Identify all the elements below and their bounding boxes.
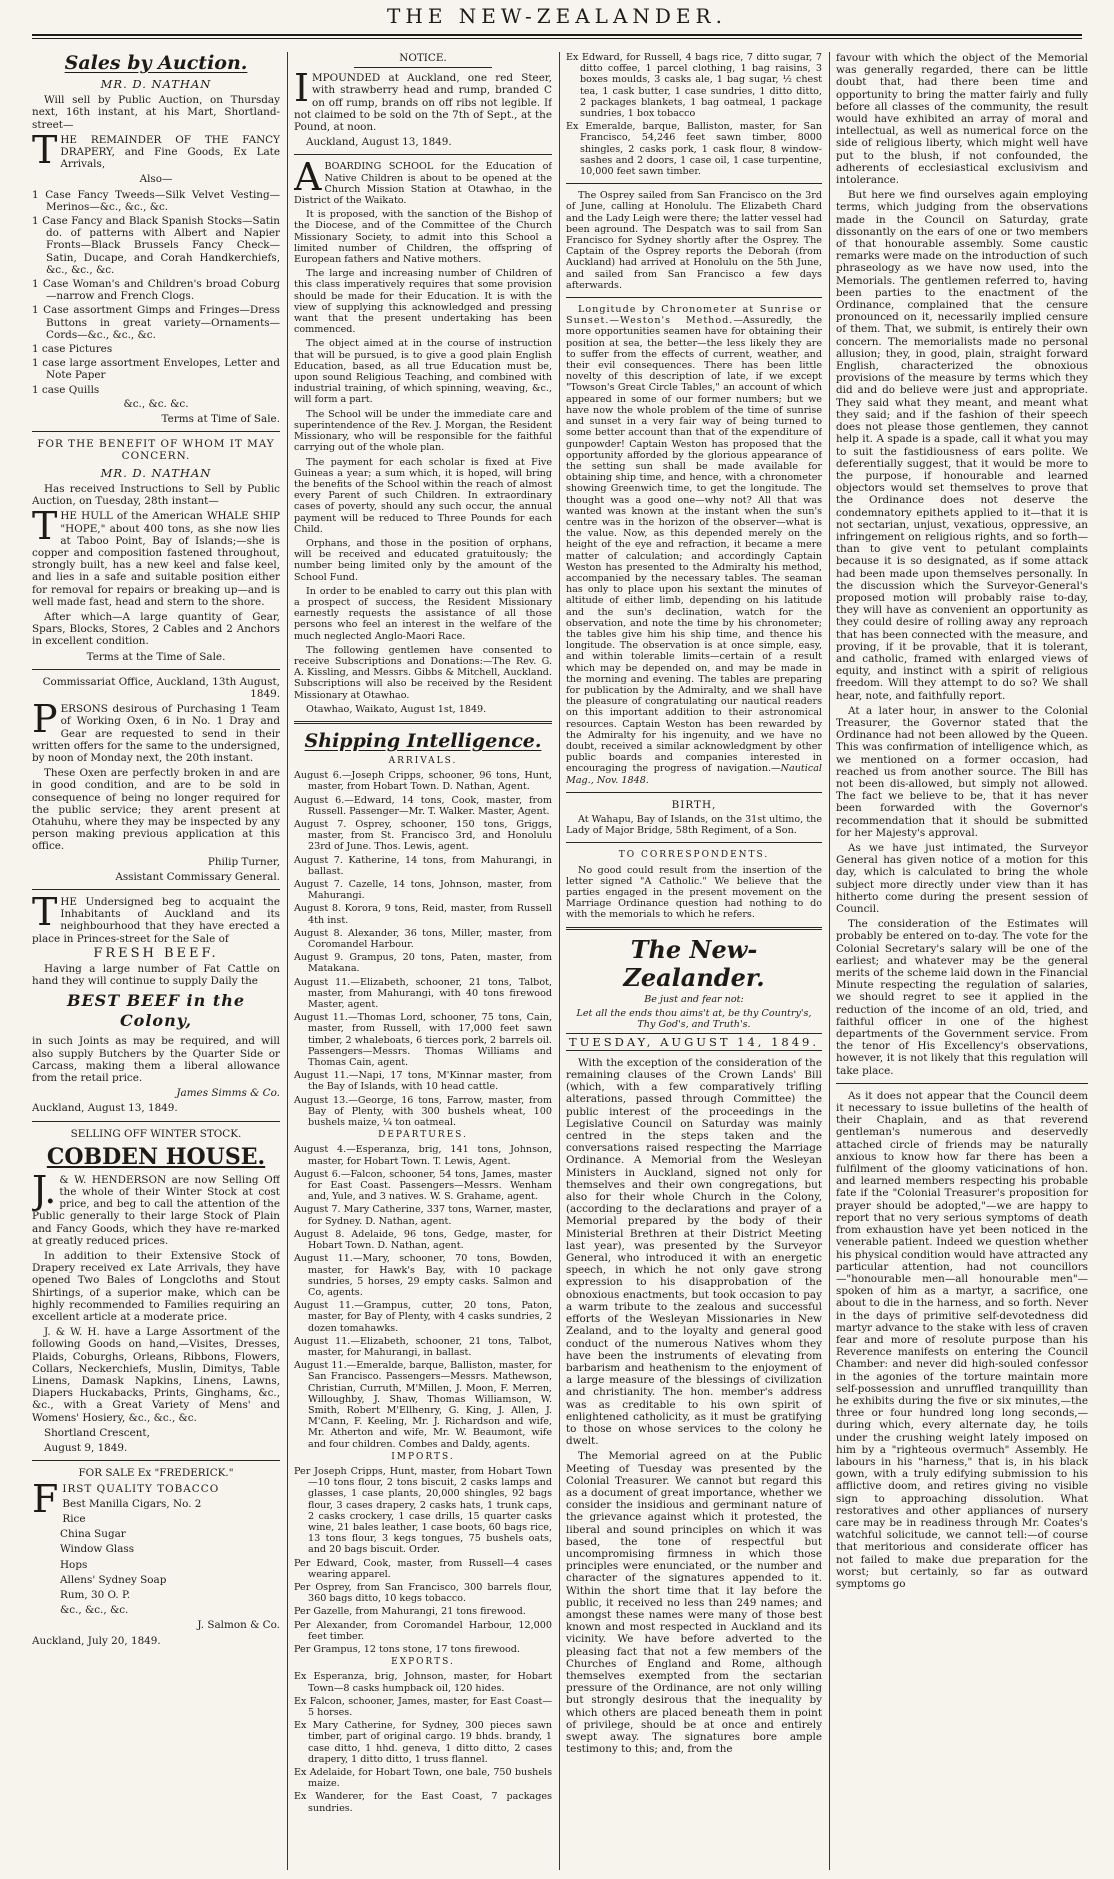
departure-entry: August 8. Adelaide, 96 tons, Gedge, master, for Hobart Town. D. Nathan, agent.	[294, 1228, 552, 1252]
arrival-entry: August 7. Cazelle, 14 tons, Johnson, master, from Mahurangi.	[294, 879, 552, 902]
import-entry: Per Edward, Cook, master, from Russell—4 cases wearing apparel.	[294, 1557, 552, 1580]
arrival-entry: August 11.—Napi, 17 tons, M'Kinnar master, from the Bay of Islands, with 10 head cattle.	[294, 1070, 552, 1093]
also-label: Also—	[139, 173, 173, 186]
correspondents-heading: TO CORRESPONDENTS.	[618, 850, 770, 861]
divider	[294, 154, 552, 155]
frederick-item: Rice	[62, 1512, 86, 1525]
auction-intro: Has received Instructions to Sell by Public Auction, on Tuesday, 28th instant—	[32, 482, 280, 508]
auctioneer-name: MR. D. NATHAN	[100, 465, 212, 480]
divider	[566, 927, 822, 930]
divider	[32, 1121, 280, 1122]
terms: Terms at Time of Sale.	[161, 413, 280, 426]
best-beef-banner: BEST BEEF in the Colony,	[66, 991, 246, 1031]
column-4	[836, 52, 1088, 1870]
beef-body-2: in such Joints as may be required, and will also supply Butchers by the Quarter Side or Carcass, making them a liberal allowance from the retail price.	[32, 1035, 280, 1085]
longitude-lead: Longitude by Chronometer at Sunrise or Sunset.—Weston's Method.	[566, 304, 822, 327]
selling-off-heading: SELLING OFF WINTER STOCK.	[70, 1127, 242, 1140]
divider	[566, 297, 822, 298]
correspondents-notice: No good could result from the insertion of the letter signed "A Catholic." We believe that the parties engaged in the present movement on the Marriage Ordinance question had nothing to do with the memorials to which he refers.	[566, 864, 822, 921]
arrival-entry: August 13.—George, 16 tons, Farrow, master, from Bay of Plenty, with 300 bushels wheat, 100 bushels maize, ¼ ton oatmeal.	[294, 1094, 552, 1129]
import-entry: Per Alexander, from Coromandel Harbour, 12,000 feet timber.	[294, 1619, 552, 1642]
auction-item: 1 Case Fancy Tweeds—Silk Velvet Vesting—Merinos—&c., &c., &c.	[32, 188, 280, 213]
departure-entry: August 6.—Falcon, schooner, 54 tons, James, master for East Coast. Passengers—Messrs. Wenham and, Yule, and 3 natives. W. S. Grahame, agent.	[294, 1168, 552, 1203]
departure-entry: August 7. Mary Catherine, 337 tons, Warner, master, for Sydney. D. Nathan, agent.	[294, 1204, 552, 1227]
divider	[32, 1460, 280, 1461]
frederick-item: China Sugar	[60, 1528, 126, 1541]
tobacco-heading: FIRST QUALITY TOBACCO	[32, 1476, 220, 1521]
auction-items	[32, 189, 280, 396]
beef-body: Having a large number of Fat Cattle on hand they will continue to supply Daily the	[32, 963, 280, 988]
departures-label: DEPARTURES.	[378, 1130, 468, 1141]
auction-intro: Will sell by Public Auction, on Thursday next, 16th instant, at his Mart, Shortland-street—	[32, 94, 280, 131]
import-entry: Per Osprey, from San Francisco, 300 barrels flour, 360 bags ditto, 10 kegs tobacco.	[294, 1581, 552, 1605]
longitude-source: —Nautical Mag., Nov. 1848.	[566, 763, 822, 786]
school-para: In order to be enabled to carry out this plan with a prospect of success, the Resident Missionary earnestly requests the assistance of all those persons who feel an interest in the welfare of the much neglected Anglo-Maori Race.	[294, 585, 552, 642]
editorial-para: As we have just intimated, the Surveyor General has given notice of a motion for this day, which is calculated to bring the whole subject more directly under view than it has hitherto come during the present session of Council.	[836, 842, 1088, 916]
auctioneer-name: MR. D. NATHAN	[100, 77, 212, 91]
address: Shortland Crescent,	[44, 1426, 150, 1439]
divider	[32, 889, 280, 890]
cobden-house-title: COBDEN HOUSE.	[46, 1143, 266, 1170]
masthead-rule-thin	[32, 38, 1082, 39]
school-para: The payment for each scholar is fixed at Five Guineas a year; a sum which, it is hoped, will bring the benefits of the School within the reach of almost every Parent of such Children. In extraordinary cases of poverty, should any such occur, the annual payment will be reduced to Three Pounds for each Child.	[294, 456, 552, 535]
birth-heading: BIRTH,	[671, 798, 717, 811]
date: Auckland, July 20, 1849.	[32, 1634, 161, 1647]
etc: &c., &c. &c.	[123, 397, 189, 410]
after-which: After which—A large quantity of Gear, Spars, Blocks, Stores, 2 Cables and 2 Anchors in excellent condition.	[32, 610, 280, 648]
whale-ship-notice: THE HULL of the American WHALE SHIP "HOPE," about 400 tons, as she now lies at Taboo Point, Bay of Islands;—she is copper and composition fastened throughout, strongly built, has a new keel and false keel, and lies in a safe and suitable position either for removal for repairs or breaking up—and is well made fast, head and stern to the shore.	[32, 504, 280, 608]
date: Auckland, August 13, 1849.	[306, 136, 452, 149]
divider	[32, 431, 280, 432]
birth-notice: At Wahapu, Bay of Islands, on the 31st ultimo, the Lady of Major Bridge, 58th Regiment, of a Son.	[566, 814, 822, 837]
export-entry: Ex Adelaide, for Hobart Town, one bale, 750 bushels maize.	[294, 1767, 552, 1790]
date: Auckland, August 13, 1849.	[32, 1102, 178, 1115]
date: August 9, 1849.	[44, 1442, 128, 1455]
divider	[566, 842, 822, 843]
divider	[294, 721, 552, 724]
divider	[566, 183, 822, 184]
editorial-para: favour with which the object of the Memorial was generally regarded, there can be little doubt that, had there been time and opportunity to bring the matter fairly and fully before all classes of the community, the result would have exhibited an array of moral and intellectual, as well as numerical force on the side of religious liberty, which might well have put to the blush, if not confounded, the adherents of ecclesiastical exclusivism and intolerance.	[836, 52, 1088, 187]
benefit-heading: FOR THE BENEFIT OF WHOM IT MAY CONCERN.	[37, 438, 275, 463]
commissariat-office: Commissariat Office, Auckland, 13th August, 1849.	[42, 675, 280, 700]
fresh-beef-heading: FRESH BEEF.	[93, 945, 219, 961]
impound-notice: IMPOUNDED at Auckland, one red Steer, with strawberry head and rump, branded C on off rump, brands on off ribs not legible. If not claimed to be sold on the 7th of Sept., at the Pound, at noon.	[294, 66, 552, 134]
arrival-entry: August 6.—Edward, 14 tons, Cook, master, from Russell. Passenger—Mr. T. Walker. Master, Agent.	[294, 794, 552, 817]
oxen-notice: PERSONS desirous of Purchasing 1 Team of Working Oxen, 6 in No. 1 Dray and Gear are requested to send in their written offers for the same to the undersigned, by noon of Monday next, the 20th instant.	[32, 697, 280, 764]
auction-item: 1 Case Woman's and Children's broad Coburg—narrow and French Clogs.	[32, 278, 280, 303]
auction-item: 1 Case Fancy and Black Spanish Stocks—Satin do. of patterns with Albert and Napier Fronts—Black Brussels Fancy Check—Satin, Ducape, and Corah Handkerchiefs, &c., &c., &c.	[32, 215, 280, 276]
shipping-intelligence	[294, 756, 552, 1814]
frederick-item: Hops	[60, 1558, 88, 1571]
cobden-body-2: In addition to their Extensive Stock of Drapery received ex Late Arrivals, they have opened Two Bales of Longcloths and Stout Shirtings, of a superior make, which can be highly recommended to Families requiring an excellent article at a moderate price.	[32, 1250, 280, 1324]
export-entry: Ex Mary Catherine, for Sydney, 300 pieces sawn timber, part of original cargo. 19 bhds. brandy, 1 case ditto, 1 hhd. geneva, 1 ditto ditto, 2 cases drapery, 1 ditto ditto, 1 truss flannel.	[294, 1720, 552, 1765]
editorial-para: But here we find ourselves again employing terms, which judging from the observations made in the Council on Saturday, grate dissonantly on the ears of one or two members of that honourable assembly. Some caustic remarks were made on the introduction of such phraseology as we have now used, into the Memorials. The gentlemen referred to, having been parties to the enactment of the Ordinance, complained that the censure pronounced on it, necessarily implied censure of them. That, we submit, is entirely their own concern. The memorialists made no personal allusion; they, in good, plain, straight forward English, characterized the obnoxious provisions of the measure by terms which they did and do believe were just and appropriate. They said what they meant, and meant what they said; and if the fashion of their speech does not please those gentlemen, they cannot help it. A spade is a spade, call it what you may to suit the fastidiousness of ears polite. We deferentially suggest, that it would be more to the purpose, if honourable and learned objectors would set themselves to prove that the Ordinance does not deserve the condemnatory epithets applied to it—that it is not sectarian, unjust, vexatious, oppressive, an infringement on religious rights, and so forth—than to give vent to petulant complaints because it is so designated, as if some attack had been made upon themselves personally. In the discussion which the Surveyor-General's proposed motion will probably raise to-day, they will have as convenient an opportunity as they could desire of rolling away any reproach that has been connected with the measure, and proving, if it be provable, that it is tolerant, and catholic, framed with enlarged views of equity, and instinct with a spirit of religious freedom. Will they attempt to do so? We shall hear, note, and faithfully report.	[836, 189, 1088, 702]
arrival-entry: August 6.—Joseph Cripps, schooner, 96 tons, Hunt, master, from Hobart Town. D. Nathan, Agent.	[294, 770, 552, 793]
frederick-items	[32, 1498, 280, 1617]
departure-entry: August 11.—Grampus, cutter, 20 tons, Paton, master, for Bay of Plenty, with 4 casks sundries, 2 dozen tomahawks.	[294, 1300, 552, 1334]
column-divider	[829, 52, 830, 1870]
arrival-entry: August 11.—Thomas Lord, schooner, 75 tons, Cain, master, from Russell, with 17,000 feet sawn timber, 2 whaleboats, 6 tierces pork, 2 barrels oil. Passengers—Messrs. Thomas Williams and Thomas Cain, agent.	[294, 1012, 552, 1069]
school-para: The School will be under the immediate care and superintendence of the Rev. J. Morgan, the Resident Missionary, who will be responsible for the faithful carrying out of the whole plan.	[294, 408, 552, 454]
column-2	[294, 52, 552, 1870]
import-entry: Per Gazelle, from Mahurangi, 21 tons firewood.	[294, 1606, 526, 1618]
import-entry: Per Joseph Cripps, Hunt, master, from Hobart Town—10 tons flour, 2 tons biscuit, 2 casks lamps and glasses, 1 case plants, 20,000 shingles, 92 bags flour, 3 cases drapery, 2 casks hats, 1 trunk caps, 2 casks crockery, 1 case drills, 15 quarter casks wine, 21 bales leather, 1 case boots, 60 bags rice, 13 tons flour, 3 kegs tongues, 75 bushels oats, and 20 bags biscuit. Order.	[294, 1465, 552, 1556]
editorial-title: The New-Zealander.	[623, 934, 765, 992]
date: Otawhao, Waikato, August 1st, 1849.	[306, 703, 487, 715]
export-entry: Ex Edward, for Russell, 4 bags rice, 7 ditto sugar, 7 ditto coffee, 1 parcel clothing, 1 bag raisins, 3 boxes moulds, 3 casks ale, 1 bag sugar, ½ chest tea, 1 cask butter, 1 case sundries, 1 ditto ditto, 2 packages blankets, 1 bag oatmeal, 1 package sundries, 1 box tobacco	[566, 52, 822, 120]
auction-item: 1 case Pictures	[32, 343, 113, 356]
imports-label: IMPORTS.	[391, 1451, 455, 1462]
export-entry: Ex Esperanza, brig, Johnson, master, for Hobart Town—8 casks humpback oil, 120 hides.	[294, 1671, 552, 1694]
arrival-entry: August 7. Katherine, 14 tons, from Mahurangi, in ballast.	[294, 854, 552, 877]
export-entry: Ex Wanderer, for the East Coast, 7 packages sundries.	[294, 1791, 552, 1814]
frederick-heading: FOR SALE Ex "FREDERICK."	[78, 1467, 234, 1480]
departure-entry: August 11.—Mary, schooner, 70 tons, Bowden, master, for Hawk's Bay, with 10 package sundries, 5 horses, 29 empty casks. Salmon and Co, agents.	[294, 1253, 552, 1298]
auction-lot-heading: THE REMAINDER OF THE FANCY DRAPERY, and Fine Goods, Ex Late Arrivals,	[32, 127, 280, 172]
arrival-entry: August 8. Korora, 9 tons, Reid, master, from Russell 4th inst.	[294, 903, 552, 926]
school-para: The following gentlemen have consented to receive Subscriptions and Donations:—The Rev. G. A. Kissling, and Messrs. Gibbs & Mitchell, Auckland. Subscriptions will also be received by the Resident Missionary at Otawhao.	[294, 644, 552, 701]
longitude-body: —Assuredly, the more opportunities seamen have for obtaining their position at sea, the better—the less likely they are to suffer from the effects of current, weather, and their evil consequences. There has been little novelty of this description of late, if we except "Towson's Great Circle Tables," an account of which appeared in some of our former numbers; but we have now the whole problem of the time of sunrise and sunset in a very fair way of being turned to some better account than that of the expenditure of gunpowder! Captain Weston has proposed that the opportunity afforded by the glorious appearance of the setting sun shall be made available for obtaining ship time, and hence, with a chronometer showing Greenwich time, to get the longitude. The thought was a good one—why not? All that was wanted was known at the instant when the sun's centre was in the horizon of the observer—what is the value. Now, as this depended merely on the height of the eye and refraction, it became a mere matter of calculation; and accordingly Captain Weston has presented to the Admiralty his method, accompanied by the necessary tables. The seaman has only to place upon his sextant the minutes of altitude of either limb, depending on his latitude and the sun's declination, watch for the observation, and note the time by his chronometer; the tables give him his ship time, and thence his longitude. The observation is at once simple, easy, and within tolerable limits—certain of a result which may be depended on, and may be made in the morning and evening. The tables are preparing for publication by the Admiralty, and we shall have the pleasure of congratulating our nautical readers on this important addition to their astronomical resources. Captain Weston has been rewarded by the Admiralty for his ingenuity, and we have no doubt, received a similar acknowledgment by other public boards and companies interested in encouraging the progress of navigation.	[566, 315, 822, 775]
exports-label: EXPORTS.	[391, 1657, 455, 1668]
school-para: The large and increasing number of Children of this class imperatively requires that some provision should be made for their Education. It is with the view of supplying this acknowledged and pressing want that the present undertaking has been commenced.	[294, 268, 552, 336]
longitude-article	[566, 304, 822, 786]
editorial-para: At a later hour, in answer to the Colonial Treasurer, the Governor stated that the Ordinance had not been allowed by the Queen. This was confirmation of intelligence which, as we mentioned on a former occasion, had reached us from another source. The Bill has not been dis-allowed, but simply not allowed. The fact we believe to be, that it has never been forwarded with the Governor's recommendation that it should be submitted for her Majesty's approval.	[836, 704, 1088, 839]
divider	[836, 1083, 1088, 1084]
oxen-notice-2: These Oxen are perfectly broken in and are in good condition, and are to be sold in consequence of being no longer required for the public service; they arent present at Otahuhu, where they may be inspected by any person making previous application at this office.	[32, 767, 280, 853]
export-entry: Ex Emeralde, barque, Balliston, master, for San Francisco, 54,246 feet sawn timber, 8000 shingles, 2 casks pork, 1 cask flour, 8 window-sashes and 2 doors, 1 case oil, 1 case turpentine, 10,000 feet sawn timber.	[566, 121, 822, 178]
column-divider	[559, 52, 560, 1870]
divider	[566, 792, 822, 793]
column-divider	[287, 52, 288, 1870]
departure-entry: August 11.—Elizabeth, schooner, 21 tons, Talbot, master, for Mahurangi, in ballast.	[294, 1335, 552, 1358]
signature: Philip Turner,	[207, 855, 280, 868]
editorial-dateline: TUESDAY, AUGUST 14, 1849.	[566, 1033, 822, 1051]
departure-entry: August 11.—Emeralde, barque, Balliston, master, for San Francisco. Passengers—Messrs. Mathewson, Christian, Curruth, M'Millen, J. Moon, F. Merren, Willoughby, J. Shaw, Thomas Williamson, W. Smith, Robert M'Ellhenry, G. King, J. Allen, J. M'Cann, F. Keeling, Mr. J. Richardson and wife, Mr. Atherton and wife, Mr. W. Beaumont, wife and four children. Combes and Daldy, agents.	[294, 1360, 552, 1450]
school-para: Orphans, and those in the position of orphans, will be received and educated gratuitously; the number being limited only by the amount of the School Fund.	[294, 537, 552, 583]
arrival-entry: August 9. Grampus, 20 tons, Paten, master, from Matakana.	[294, 952, 552, 975]
notice-heading: NOTICE.	[399, 52, 447, 64]
auction-item: 1 Case assortment Gimps and Fringes—Dress Buttons in great variety—Ornaments—Cords—&c., &c., &c.	[32, 304, 280, 341]
frederick-item: Best Manilla Cigars, No. 2	[62, 1497, 202, 1510]
etc: &c., &c., &c.	[60, 1604, 129, 1617]
frederick-item: Allens' Sydney Soap	[60, 1573, 167, 1586]
column-3	[566, 52, 822, 1870]
arrival-entry: August 8. Alexander, 36 tons, Miller, master, from Coromandel Harbour.	[294, 927, 552, 951]
arrival-entry: August 7. Osprey, schooner, 150 tons, Griggs, master, from St. Francisco 3rd, and Honolulu 23rd of June. Thos. Lewis, agent.	[294, 818, 552, 853]
cobden-body-3: J. & W. H. have a Large Assortment of the following Goods on hand,—Visites, Dresses, Plaids, Coburghs, Orleans, Ribbons, Flowers, Collars, Neckerchiefs, Muslin, Dimitys, Table Linens, Damask Napkins, Linens, Lawns, Diapers Huckabacks, Prints, Ginghams, &c., &c., with a Great Variety of Mens' and Womens' Hosiery, &c., &c., &c.	[32, 1326, 280, 1424]
editorial-para: The Memorial agreed on at the Public Meeting of Tuesday was presented by the Colonial Treasurer. We cannot but regard this as a document of great importance, whether we consider the insidious and germinant nature of the grievance against which it protested, the liberal and sound principles on which it was based, the tone of respectful but uncompromising firmness in which those principles were enunciated, or the number and character of the signatures appended to it. Within the short time that it lay before the public, it received no less than 249 names; and amongst these names were many of those best known and most respected in Auckland and its vicinity. We have before adverted to the pleasing fact that not a few members of the Churches of England and Rome, although themselves exempted from the sectarian pressure of the Ordinance, are not only willing but strongly desirous that the inequality by which others are placed beneath them in point of privilege, should be at once and entirely swept away. The signatures bore ample testimony to this; and, from the	[566, 1450, 822, 1756]
departure-entry: August 4.—Esperanza, brig, 141 tons, Johnson, master, for Hobart Town. T. Lewis, Agent.	[294, 1144, 552, 1167]
import-entry: Per Grampus, 12 tons stone, 17 tons firewood.	[294, 1644, 520, 1655]
section-header-shipping: Shipping Intelligence.	[304, 729, 542, 752]
signature-title: Assistant Commissary General.	[115, 870, 280, 883]
motto-line-2: Let all the ends thou aims't at, be thy Country's, Thy God's, and Truth's.	[576, 1007, 812, 1030]
arrival-entry: August 11.—Elizabeth, schooner, 21 tons, Talbot, master, from Mahurangi, with 40 tons firewood Master, agent.	[294, 976, 552, 1011]
boarding-school-notice	[294, 155, 552, 715]
frederick-item: Window Glass	[60, 1543, 135, 1556]
divider	[354, 67, 492, 68]
auction-item: 1 case large assortment Envelopes, Letter and Note Paper	[32, 357, 280, 382]
signature: J. Salmon & Co.	[197, 1619, 280, 1632]
school-para: The object aimed at in the course of instruction that will be pursued, is to give a good plain English Education, based, as all true Education must be, upon sound Religious Teaching, and combined with industrial training, of which spinning, weaving, &c., will form a part.	[294, 338, 552, 406]
column-1	[32, 52, 280, 1870]
frederick-item: Rum, 30 O. P.	[60, 1588, 131, 1601]
osprey-report: The Osprey sailed from San Francisco on the 3rd of June, calling at Honolulu. The Elizabeth Chard and the Lady Leigh were there; the latter vessel had been aground. The Despatch was to sail from San Francisco for Sydney shortly after the Osprey. The Captain of the Osprey reports the Deborah (from Auckland) had arrived at Honolulu on the 5th June, and sailed from San Francisco a few days afterwards.	[566, 190, 822, 291]
school-para: ABOARDING SCHOOL for the Education of Native Children is about to be opened at the Church Mission Station at Otawhao, in the District of the Waikato.	[294, 155, 552, 207]
editorial-para: The consideration of the Estimates will probably be entered on to-day. The vote for the Colonial Secretary's salary will be one of the earliest; and whatever may be the general merits of the scheme laid down in the Financial Minute respecting the regulation of salaries, we should regret to see it applied in the reduction of the income of an old, tried, and faithful officer in one of the highest departments of the Government service. From the tenor of His Excellency's observations, however, it is not likely that this regulation will take place.	[836, 918, 1088, 1077]
school-para: It is proposed, with the sanction of the Bishop of the Diocese, and of the Committee of the Church Missionary Society, to admit into this School a limited number of Children, the offspring of European fathers and Native mothers.	[294, 209, 552, 266]
arrivals-label: ARRIVALS.	[388, 755, 458, 766]
cobden-body: J.& W. HENDERSON are now Selling Off the whole of their Winter Stock at cost price, and beg to call the attention of the Public generally to their large Stock of Plain and Fancy Goods, which they have re-marked at greatly reduced prices.	[32, 1167, 280, 1247]
motto-line-1: Be just and fear not:	[644, 993, 744, 1005]
beef-intro: THE Undersigned beg to acquaint the Inhabitants of Auckland and its neighbourhood that they have erected a place in Princes-street for the Sale of	[32, 889, 280, 945]
editorial-para: With the exception of the consideration of the remaining clauses of the Crown Lands' Bill (which, with a few comparatively trifling alterations, passed through Committee) the public interest of the proceedings in the Legislative Council on Saturday was mainly centred in the steps taken and the conversations raised respecting the Marriage Ordinance. A Memorial from the Wesleyan Ministers in Auckland, signed not only for themselves and their own congregations, but also for their whole Church in the Colony, (according to the declarations and prayer of a Memorial prepared by the body of their Ministerial Brethren at their District Meeting last year), was presented by the Surveyor General, who introduced it with an energetic speech, in which he not only gave strong expression to his disapprobation of the obnoxious enactments, but took occasion to pay a warm tribute to the zealous and successful efforts of the Wesleyan Missionaries in New Zealand, and to the loyalty and general good conduct of the numerous Natives whom they have been the instruments of elevating from barbarism and heathenism to the enjoyment of a large measure of the blessings of civilization and christianity. The hon. member's address was as creditable to his own spirit of enlightened catholicity, as it must be gratifying to those on whose services to the colony he dwelt.	[566, 1056, 822, 1448]
terms: Terms at the Time of Sale.	[86, 650, 226, 663]
divider	[32, 669, 280, 670]
exports-continued	[566, 52, 822, 177]
auction-item: 1 case Quills	[32, 383, 100, 396]
masthead-title: THE NEW-ZEALANDER.	[387, 4, 727, 28]
masthead-rule	[32, 34, 1082, 36]
editorial-para: As it does not appear that the Council deem it necessary to issue bulletins of the health of their Chaplain, and as that reverend gentleman's numerous and deservedly attached circle of friends may be naturally anxious to know how far there has been a fulfilment of the gloomy vaticinations of hon. and learned members respecting his probable fate if the "Colonial Treasurer's proposition for prayer should be adopted,"—we are happy to report that no very serious symptoms of death from exhaustion have yet been noticed in the venerable patient. Indeed we question whether his physical condition would have attracted any particular attention, had not councillors—"honourable men—all honourable men"—spoken of him as a martyr, a sacrifice, one about to die in the harness, and so forth. Never in the days of primitive self-devotedness did martyr advance to the stake with less of craven fear and more of resolute purpose than his Reverence manifests on entering the Council Chamber: and never did high-souled confessor in the agonies of the torture maintain more self-possession and unruffled tranquillity than he exhibits during the five or six minutes,—the three or four hundred long long seconds,—during which, every alternate day, he toils under the crushing weight lately imposed on him by a "righteous overmuch" Assembly. He labours in his "harness," that is, in his black gown, with a truly edifying submission to his afflictive doom, and retires giving no visible sign to approaching dissolution. What restoratives and other appliances of nursery care may be in readiness through Mr. Coates's watchful solicitude, we cannot tell:—of course that meritorious and considerate officer has not failed to make due preparation for the worst; but certainly, so far as outward symptoms go	[836, 1089, 1088, 1590]
section-header-sales: Sales by Auction.	[64, 52, 248, 74]
export-entry: Ex Falcon, schooner, James, master, for East Coast—5 horses.	[294, 1695, 552, 1719]
signature: James Simms & Co.	[176, 1087, 280, 1100]
